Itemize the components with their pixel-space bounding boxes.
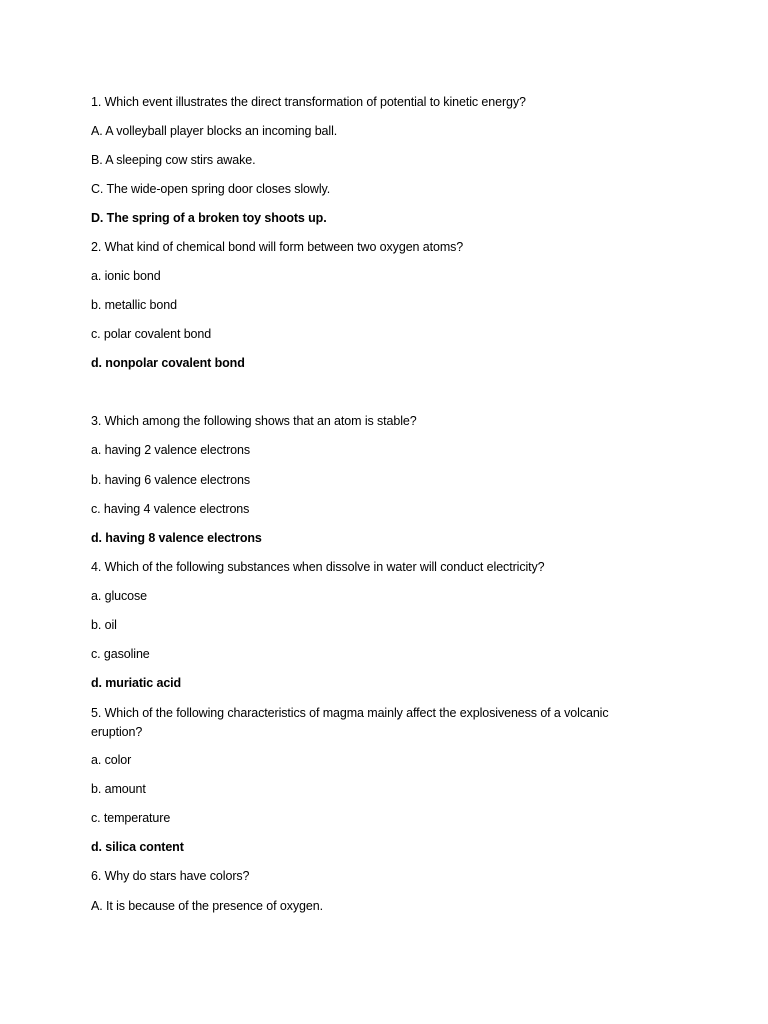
question-6-text: 6. Why do stars have colors? (91, 869, 250, 883)
question-2-text: 2. What kind of chemical bond will form between two oxygen atoms? (91, 240, 464, 254)
question-1-text: 1. Which event illustrates the direct transformation of potential to kinetic energy? (91, 95, 526, 109)
question-4-text: 4. Which of the following substances when dissolve in water will conduct electricity? (91, 560, 545, 574)
question-3-option-a: a. having 2 valence electrons (91, 443, 251, 457)
question-3-text: 3. Which among the following shows that an atom is stable? (91, 414, 417, 428)
question-3-option-d-answer: d. having 8 valence electrons (91, 531, 262, 545)
question-6-option-a: A. It is because of the presence of oxygen. (91, 899, 323, 913)
question-2-option-b: b. metallic bond (91, 298, 177, 312)
question-1-option-a: A. A volleyball player blocks an incoming ball. (91, 124, 338, 138)
question-4-option-d-answer: d. muriatic acid (91, 676, 182, 690)
question-1-option-b: B. A sleeping cow stirs awake. (91, 153, 256, 167)
question-1-option-d-answer: D. The spring of a broken toy shoots up. (91, 211, 327, 225)
question-4-option-b: b. oil (91, 618, 117, 632)
question-5-option-c: c. temperature (91, 811, 171, 825)
question-1-option-c: C. The wide-open spring door closes slowly. (91, 182, 331, 196)
question-3-option-c: c. having 4 valence electrons (91, 502, 250, 516)
question-5-option-a: a. color (91, 753, 132, 767)
question-4-option-c: c. gasoline (91, 647, 150, 661)
question-2-option-d-answer: d. nonpolar covalent bond (91, 356, 245, 370)
question-4-option-a: a. glucose (91, 589, 147, 603)
question-3-option-b: b. having 6 valence electrons (91, 473, 251, 487)
question-2-option-a: a. ionic bond (91, 269, 161, 283)
question-5-option-b: b. amount (91, 782, 146, 796)
question-2-option-c: c. polar covalent bond (91, 327, 212, 341)
question-5-text: 5. Which of the following characteristics of magma mainly affect the explosiveness of a volcanic eruption? (91, 706, 609, 739)
question-5-option-d-answer: d. silica content (91, 840, 184, 854)
